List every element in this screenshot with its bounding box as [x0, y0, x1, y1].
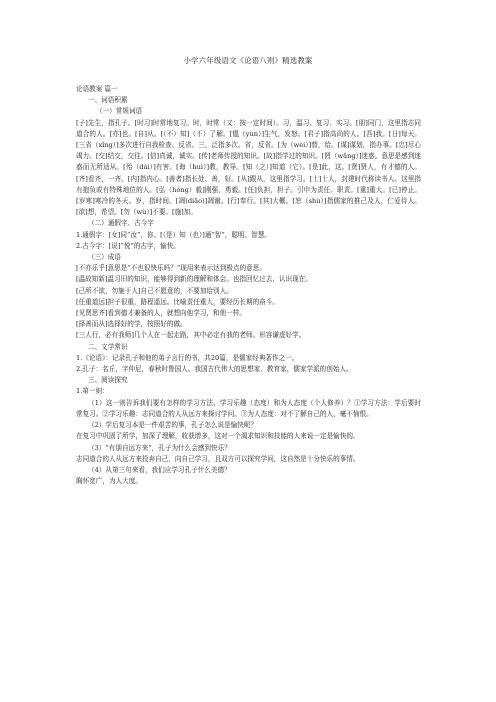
- paragraph: 1.通假字：[女]同“汝”，你。[（是）知（也）]通“智”，聪明、智慧。: [76, 230, 271, 239]
- paragraph: （1）这一则告诉我们要有怎样的学习方法、学习乐趣（态度）和为人态度（个人修养）？①学习方法：学后要时常复习。②学习乐趣：志同道合的人从远方来探讨学问。③为人态度：对不了解自己的人，毫不恼恨。: [76, 398, 421, 418]
- paragraph: 1.第一则：: [76, 387, 109, 396]
- paragraph: 在复习中巩固了所学，加深了理解，收获增多，这对一个渴求知识和技能的人来说一定是愉快的。: [76, 432, 360, 441]
- paragraph: [己所不欲，勿施于人]自己不愿意的，不要加给别人。: [76, 286, 233, 295]
- paragraph: [任重道远]担子很重，路程遥远。比喻责任重大，要经历长期的奋斗。: [76, 297, 279, 306]
- paragraph: 2.古今字：[说]“悦”的古字，愉快。: [76, 241, 180, 250]
- paragraph: [见贤思齐]看到德才兼备的人，就想向他学习，和他一样。: [76, 309, 246, 318]
- paragraph: 二、文学常识: [88, 342, 128, 351]
- paragraph: 论语教案 篇一: [76, 85, 118, 93]
- paragraph: [温故知新]温习旧的知识，能够得到新的理解和体会。也指回忆过去，认识现在。: [76, 275, 312, 284]
- document-title: 小学六年级语文《论语八则》精选教案: [183, 56, 313, 65]
- paragraph: 2.孔子：名丘，字仲尼，春秋时鲁国人。我国古代伟大的思想家、教育家，儒家学派的创始人。: [76, 365, 353, 374]
- paragraph: （2）学后复习本是一件艰苦的事，孔子怎么说是愉快呢？: [88, 421, 258, 430]
- paragraph: [子]先生，指孔子。[时习]时常地复习。时，时常（又：按一定时间）。习，温习、复习、实习。[朋]同门，这里指志同道合的人。[亦]也。[自]从。[（不）知]（不）了解。[愠（yùn）]生气，发怒。[君子]指高尚的人。[吾]我。[日]每天。[三省（xǐng）]多次进行自我检查、反省。三，泛指多次。省，反省。[为（wèi）]替，给。[谋]谋划，指办事。[忠]尽心竭力。[交]结交，交往。[信]真诚，诚实。[传]老师传授的知识。[故]指学过的知识。[罔（wǎng）]迷惑。意思是感到迷惑而无所适从。[殆（dài）]有害。[诲（huì）]教，教导。[知（之）]知道（它）。[是]此，这。[贤]贤人，有才德的人。[齐]看齐，一齐。[内]指内心。[善者]指长处、善，好。[从]跟从，这里指学习。[士]士人，封建时代称读书人。这里指有抱负或有特殊地位的人。[弘（hóng）毅]刚强，勇毅。[任]负担，担子。引申为责任、职责。[重]重大。[已]停止。[岁寒]寒冷的冬天。岁，指时间。[凋(diāo)]凋谢。[行]奉行。[其]大概。[恕（shù）]指儒家的推己及人，仁爱待人。[欲]想，希望。[勿（wù）]不要。[施]加。: [76, 118, 421, 217]
- paragraph: 1.《论语》：记录孔子和他的弟子言行的书，共20篇，是儒家经典著作之一。: [76, 353, 299, 362]
- paragraph: 志同道合的人从远方来投奔自己，向自己学习，且双方可以探究学问，这自然是十分快乐的事情。: [76, 454, 360, 463]
- paragraph: [择善而从]选择好的学，按照好的做。: [76, 320, 187, 329]
- paragraph: [不亦乐乎]意思是“不也很快乐吗？”现用来表示达到极点的意思。: [76, 264, 266, 273]
- paragraph: 胸怀宽广，为人大度。: [76, 477, 142, 486]
- document-body: [76, 84, 421, 487]
- paragraph: （三）成语: [88, 253, 121, 262]
- paragraph: [三人行，必有我师]几个人在一起走路，其中必定有我的老师。形容谦虚好学。: [76, 331, 306, 340]
- paragraph: （二）通假字、古今字: [88, 219, 154, 228]
- paragraph: 一、词语积累: [88, 96, 128, 105]
- paragraph: （4）从第三句来看，我们应学习孔子什么美德？: [88, 465, 231, 474]
- paragraph: 三、阅读探究: [88, 376, 128, 385]
- paragraph: （3）“有朋自远方来”，孔子为什么会感到快乐？: [88, 443, 231, 452]
- paragraph: （一）常规词语: [96, 107, 143, 116]
